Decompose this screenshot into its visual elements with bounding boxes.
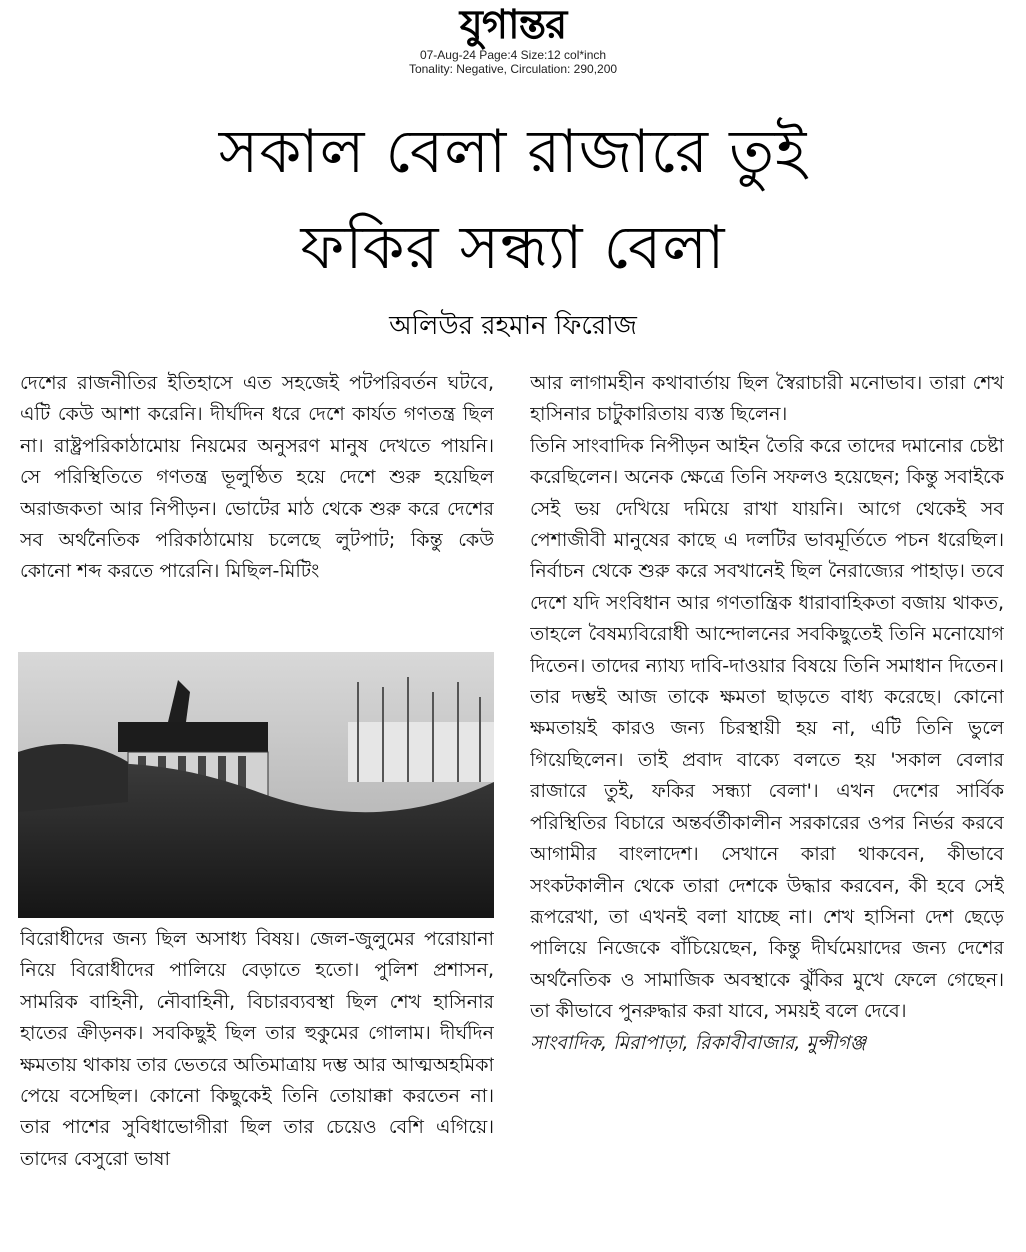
column-right	[530, 368, 1004, 1250]
paragraph: বিরোধীদের জন্য ছিল অসাধ্য বিষয়। জেল-জুলুমের পরোয়ানা নিয়ে বিরোধীদের পালিয়ে বেড়াতে হতো। পুলিশ প্রশাসন, সামরিক বাহিনী, নৌবাহিনী, বিচারব্যবস্থা ছিল শেখ হাসিনার হাতের ক্রীড়নক। সবকিছুই ছিল তার হুকুমের গোলাম। দীর্ঘদিন ক্ষমতায় থাকায় তার ভেতরে অতিমাত্রায় দম্ভ আর আত্মঅহমিকা পেয়ে বসেছিল। কোনো কিছুকেই তিনি তোয়াক্কা করতেন না। তার পাশের সুবিধাভোগীরা ছিল তার চেয়েও বেশি এগিয়ে। তাদের বেসুরো ভাষা	[20, 928, 494, 1170]
newspaper-masthead	[0, 0, 1026, 76]
paragraph: তিনি সাংবাদিক নিপীড়ন আইন তৈরি করে তাদের দমানোর চেষ্টা করেছিলেন। অনেক ক্ষেত্রে তিনি সফলও হয়েছেন; কিন্তু সবাইকে সেই ভয় দেখিয়ে দমিয়ে রাখা যায়নি। আগে থেকেই সব পেশাজীবী মানুষের কাছে এ দলটির ভাবমূর্তিতে পচন ধরেছিল। নির্বাচন থেকে শুরু করে সবখানেই ছিল নৈরাজ্যের পাহাড়। তবে দেশে যদি সংবিধান আর গণতান্ত্রিক ধারাবাহিকতা বজায় থাকত, তাহলে বৈষম্যবিরোধী আন্দোলনের সবকিছুতেই তিনি মনোযোগ দিতেন। তাদের ন্যায্য দাবি-দাওয়ার বিষয়ে তিনি সমাধান দিতেন। তার দম্ভই আজ তাকে ক্ষমতা ছাড়তে বাধ্য করেছে। কোনো ক্ষমতায়ই কারও জন্য চিরস্থায়ী হয় না, এটি তিনি ভুলে গিয়েছিলেন। তাই প্রবাদ বাক্যে বলতে হয় 'সকাল বেলার রাজারে তুই, ফকির সন্ধ্যা বেলা'। এখন দেশের সার্বিক পরিস্থিতির বিচারে অন্তর্বর্তীকালীন সরকারের ওপর নির্ভর করবে আগামীর বাংলাদেশ। সেখানে কারা থাকবেন, কীভাবে সংকটকালীন থেকে তারা দেশকে উদ্ধার করবেন, কী হবে সেই রূপরেখা, তা এখনই বলা যাচ্ছে না। শেখ হাসিনা দেশ ছেড়ে পালিয়ে নিজেকে বাঁচিয়েছেন, কিন্তু দীর্ঘমেয়াদের জন্য দেশের অর্থনৈতিক ও সামাজিক অবস্থাকে ঝুঁকির মুখে ফেলে গেছেন। তা কীভাবে পুনরুদ্ধার করা যাবে, সময়ই বলে দেবে।	[530, 434, 1004, 1023]
clipping-meta-line-1: 07-Aug-24 Page:4 Size:12 col*inch	[419, 48, 607, 62]
rally-photo	[18, 652, 494, 918]
column-left-bottom	[20, 924, 494, 1250]
paragraph: আর লাগামহীন কথাবার্তায় ছিল স্বৈরাচারী মনোভাব। তারা শেখ হাসিনার চাটুকারিতায় ব্যস্ত ছিলেন।	[530, 372, 1004, 426]
paragraph: দেশের রাজনীতির ইতিহাসে এত সহজেই পটপরিবর্তন ঘটবে, এটি কেউ আশা করেনি। দীর্ঘদিন ধরে দেশে কার্যত গণতন্ত্র ছিল না। রাষ্ট্রপরিকাঠামোয় নিয়মের অনুসরণ মানুষ দেখতে পায়নি। সে পরিস্থিতিতে গণতন্ত্র ভূলুণ্ঠিত হয়ে দেশে শুরু হয়েছিল অরাজকতা আর নিপীড়ন। ভোটের মাঠ থেকে শুরু করে দেশের সব অর্থনৈতিক পরিকাঠামোয় চলেছে লুটপাট; কিন্তু কেউ কোনো শব্দ করতে পারেনি। মিছিল-মিটিং	[20, 372, 494, 583]
clipping-meta-line-2: Tonality: Negative, Circulation: 290,200	[408, 62, 618, 76]
headline-line-2: ফকির সন্ধ্যা বেলা	[300, 213, 726, 283]
headline-line-1: সকাল বেলা রাজারে তুই	[218, 117, 808, 187]
article-byline: অলিউর রহমান ফিরোজ	[389, 311, 637, 341]
author-signature: সাংবাদিক, মিরাপাড়া, রিকাবীবাজার, মুন্সীগঞ্জ	[530, 1031, 867, 1054]
newspaper-logo: যুগান্তর	[459, 1, 567, 48]
crowd-illustration	[18, 652, 494, 918]
column-left-top	[20, 368, 494, 640]
article-headline	[80, 104, 946, 296]
